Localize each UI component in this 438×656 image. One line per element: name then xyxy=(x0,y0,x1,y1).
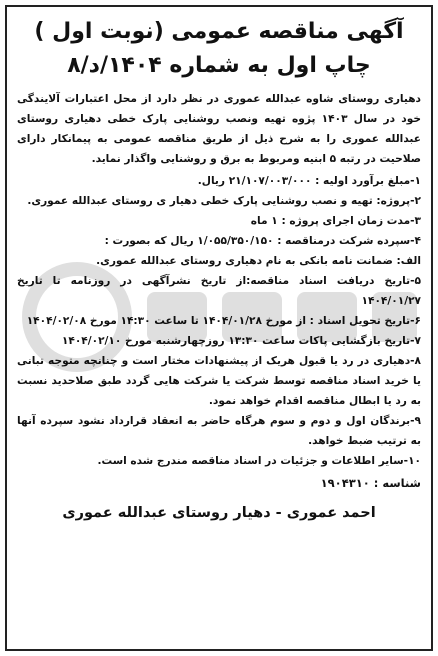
notice-items xyxy=(17,171,421,471)
list-item: ۱۰-سایر اطلاعات و جزئیات در اسناد مناقصه مندرج شده است. xyxy=(97,455,421,467)
list-item: ۱-مبلغ برآورد اولیه : ۲۱/۱۰۷/۰۰۳/۰۰۰ ریال. xyxy=(197,175,421,187)
notice-signature: احمد عموری - دهیار روستای عبدالله عموری xyxy=(62,505,376,521)
list-item: ۴-سپرده شرکت درمناقصه : ۱/۰۵۵/۳۵۰/۱۵۰ ریال که بصورت : xyxy=(104,235,421,247)
list-item: ۳-مدت زمان اجرای پروژه : ۱ ماه xyxy=(250,215,421,227)
notice-subtitle: چاپ اول به شماره ۱۴۰۴/د/۸ xyxy=(67,53,371,78)
list-item: ۹-برندگان اول و دوم و سوم هرگاه حاضر به انعقاد قرارداد نشود سپرده آنها به ترتیب ضبط خواهد. xyxy=(17,415,421,447)
notice-title: آگهی مناقصه عمومی (نوبت اول ) xyxy=(34,19,404,44)
list-item: ۶-تاریخ تحویل اسناد : از مورخ ۱۴۰۴/۰۱/۲۸ تا ساعت ۱۴:۳۰ مورخ ۱۴۰۴/۰۲/۰۸ xyxy=(26,315,421,327)
notice-intro: دهیاری روستای شاوه عبدالله عموری در نظر دارد از محل اعتبارات آلایندگی خود در سال ۱۴۰۳ پژوه تهیه ونصب روشنایی پارک خطی دهیاری روستای عبدالله عموری را به شرح ذیل از طریق مناقصه عمومی به پیمانکار دارای صلاحیت در رتبه ۵ ابنیه ومربوط به برق و روشنایی واگذار نماید. xyxy=(17,93,421,165)
list-item: الف: ضمانت نامه بانکی به نام دهیاری روستای عبدالله عموری. xyxy=(96,255,421,267)
list-item: ۷-تاریخ بازگشایی پاکات ساعت ۱۳:۳۰ روزچهارشنبه مورخ ۱۴۰۴/۰۲/۱۰ xyxy=(61,335,421,347)
list-item: ۲-پروژه: تهیه و نصب روشنایی پارک خطی دهیار ی روستای عبدالله عموری. xyxy=(27,195,421,207)
list-item: ۵-تاریخ دریافت اسناد مناقصه:از تاریخ نشرآگهی در روزنامه تا تاریخ ۱۴۰۴/۰۱/۲۷ xyxy=(17,275,421,307)
list-item: ۸-دهیاری در رد یا قبول هریک از پیشنهادات مختار است و چنانچه متوجه تبانی یا خرید اسناد مناقصه توسط شرکت یا شرکت هایی گردد طبق صلاحدید نسبت به رد یا ابطال مناقصه اقدام خواهد نمود. xyxy=(17,355,421,407)
notice-frame xyxy=(5,5,433,651)
notice-identifier: شناسه : ۱۹۰۴۳۱۰ xyxy=(320,476,421,490)
